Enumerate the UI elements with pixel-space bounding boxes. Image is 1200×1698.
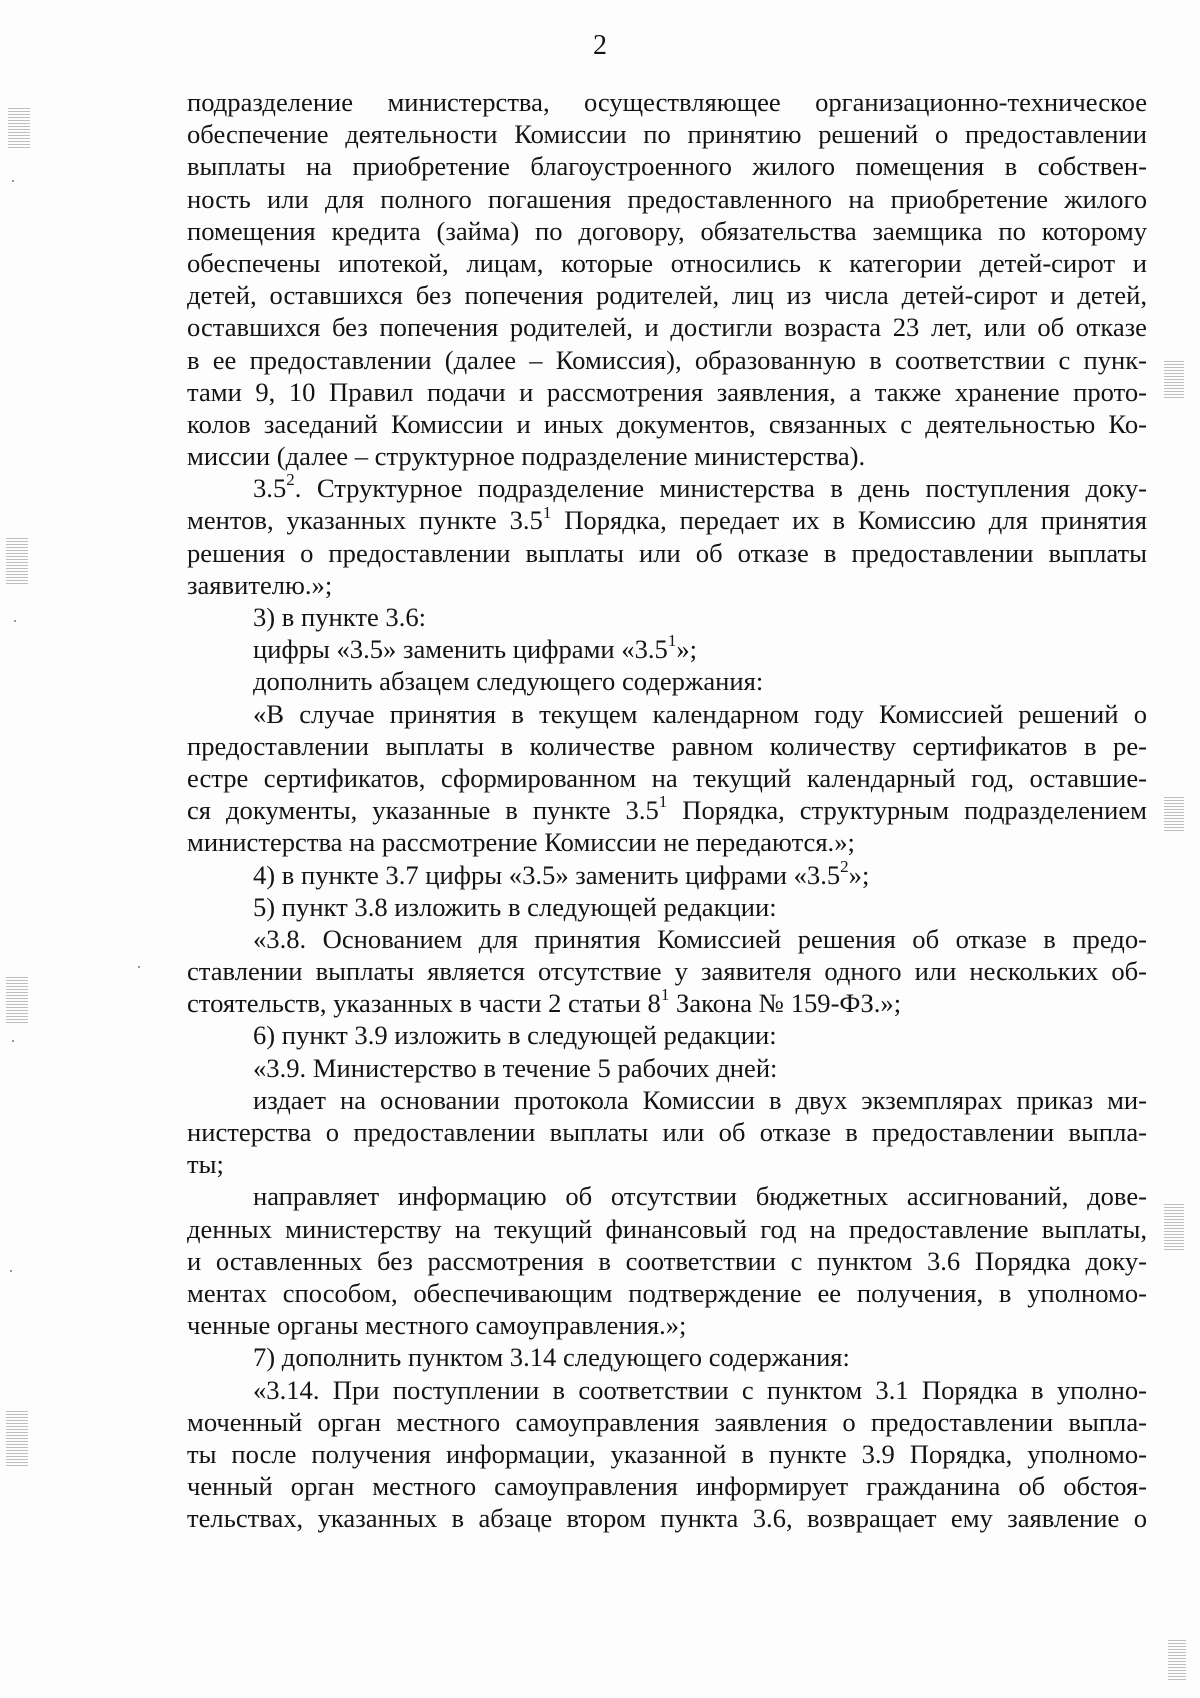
text-fragment: Закона № 159-ФЗ.»; bbox=[669, 988, 902, 1019]
text-line: оставшихся без попечения родителей, и достигли возраста 23 лет, или об отказе bbox=[187, 312, 1147, 343]
scan-artifact bbox=[1164, 1202, 1184, 1250]
text-line: 7) дополнить пунктом 3.14 следующего содержания: bbox=[253, 1342, 850, 1373]
text-fragment: Порядка, структурным подразделением bbox=[667, 795, 1147, 826]
text-line bbox=[187, 633, 1147, 665]
superscript: 1 bbox=[660, 985, 670, 1005]
document-body bbox=[187, 86, 1147, 1534]
text-line: министерства на рассмотрение Комиссии не передаются.»; bbox=[187, 827, 855, 858]
text-line: ченный орган местного самоуправления информирует гражданина об обстоя- bbox=[187, 1471, 1147, 1502]
scan-speck bbox=[10, 1270, 12, 1272]
scan-artifact bbox=[6, 975, 28, 1023]
scan-speck bbox=[138, 966, 140, 968]
text-line: издает на основании протокола Комиссии в двух экземплярах приказ ми- bbox=[253, 1084, 1147, 1115]
text-line: обеспечены ипотекой, лицам, которые относились к категории детей-сирот и bbox=[187, 247, 1147, 278]
scan-speck bbox=[14, 620, 16, 622]
text-line: в ее предоставлении (далее – Комиссия), образованную в соответствии с пунк- bbox=[187, 344, 1147, 375]
text-fragment: »; bbox=[676, 634, 698, 665]
page-number: 2 bbox=[593, 30, 607, 61]
text-line: направляет информацию об отсутствии бюджетных ассигнований, дове- bbox=[253, 1181, 1147, 1212]
scan-speck bbox=[12, 180, 14, 182]
text-line: денных министерству на текущий финансовый год на предоставление выплаты, bbox=[187, 1213, 1147, 1244]
superscript: 1 bbox=[658, 792, 668, 812]
text-line: моченный орган местного самоуправления заявления о предоставлении выпла- bbox=[187, 1406, 1147, 1437]
text-line: «В случае принятия в текущем календарном году Комиссией решений о bbox=[253, 698, 1147, 729]
text-fragment: цифры «3.5» заменить цифрами «3.5 bbox=[253, 634, 668, 665]
scan-artifact bbox=[6, 1410, 28, 1466]
superscript: 1 bbox=[667, 631, 677, 651]
text-fragment: ся документы, указанные в пункте 3.5 bbox=[187, 795, 659, 826]
text-line: ставлении выплаты является отсутствие у заявителя одного или нескольких об- bbox=[187, 956, 1147, 987]
text-line: 6) пункт 3.9 изложить в следующей редакции: bbox=[253, 1020, 777, 1051]
text-line: предоставлении выплаты в количестве равном количеству сертификатов в ре- bbox=[187, 730, 1147, 761]
text-fragment: Порядка, передает их в Комиссию для принятия bbox=[551, 505, 1147, 536]
text-line: колов заседаний Комиссии и иных документов, связанных с деятельностью Ко- bbox=[187, 408, 1147, 439]
scan-artifact bbox=[8, 108, 30, 148]
text-line bbox=[187, 794, 1147, 826]
text-line: ты после получения информации, указанной в пункте 3.9 Порядка, уполномо- bbox=[187, 1438, 1147, 1469]
superscript: 2 bbox=[286, 470, 295, 490]
text-line: и оставленных без рассмотрения в соответствии с пунктом 3.6 Порядка доку- bbox=[187, 1245, 1147, 1276]
scan-speck bbox=[12, 1040, 14, 1042]
text-line: выплаты на приобретение благоустроенного жилого помещения в собствен- bbox=[187, 151, 1147, 182]
superscript: 2 bbox=[840, 856, 849, 876]
text-line: ченные органы местного самоуправления.»; bbox=[187, 1310, 687, 1341]
text-line: ты; bbox=[187, 1149, 224, 1180]
text-line: дополнить абзацем следующего содержания: bbox=[253, 666, 764, 697]
text-line: тами 9, 10 Правил подачи и рассмотрения заявления, а также хранение прото- bbox=[187, 376, 1147, 407]
text-line: детей, оставшихся без попечения родителей, лиц из числа детей-сирот и детей, bbox=[187, 280, 1147, 311]
text-fragment: стоятельств, указанных в части 2 статьи 8 bbox=[187, 988, 661, 1019]
text-line: естре сертификатов, сформированном на текущий календарный год, оставшие- bbox=[187, 762, 1147, 793]
text-line: ментах способом, обеспечивающим подтверждение ее получения, в уполномо- bbox=[187, 1277, 1147, 1308]
text-line: нистерства о предоставлении выплаты или об отказе в предоставлении выпла- bbox=[187, 1117, 1147, 1147]
text-line: подразделение министерства, осуществляющее организационно-техническое bbox=[187, 87, 1147, 117]
superscript: 1 bbox=[542, 502, 552, 522]
text-fragment: 3.5 bbox=[253, 473, 287, 504]
text-line: тельствах, указанных в абзаце втором пункта 3.6, возвращает ему заявление о bbox=[187, 1503, 1147, 1534]
text-fragment: »; bbox=[848, 859, 870, 890]
scan-artifact bbox=[6, 538, 28, 584]
text-line: обеспечение деятельности Комиссии по принятию решений о предоставлении bbox=[187, 119, 1147, 150]
text-line: «3.9. Министерство в течение 5 рабочих дней: bbox=[253, 1052, 778, 1083]
text-line bbox=[187, 504, 1147, 536]
text-line: 5) пункт 3.8 изложить в следующей редакции: bbox=[253, 891, 777, 922]
text-line: ность или для полного погашения предоставленного на приобретение жилого bbox=[187, 183, 1147, 214]
text-line: «3.14. При поступлении в соответствии с пунктом 3.1 Порядка в уполно- bbox=[253, 1374, 1147, 1405]
text-line: 3) в пункте 3.6: bbox=[253, 602, 427, 632]
scan-artifact bbox=[1164, 360, 1184, 398]
text-line bbox=[187, 987, 1147, 1019]
text-fragment: . Структурное подразделение министерства в день поступления доку- bbox=[294, 473, 1147, 504]
text-line: помещения кредита (займа) по договору, обязательства заемщика по которому bbox=[187, 215, 1147, 246]
text-line: миссии (далее – структурное подразделение министерства). bbox=[187, 441, 866, 472]
text-line: заявителю.»; bbox=[187, 569, 333, 600]
scan-artifact bbox=[1168, 1640, 1186, 1680]
text-line bbox=[187, 856, 1147, 891]
text-fragment: 4) в пункте 3.7 цифры «3.5» заменить цифрами «3.5 bbox=[253, 859, 841, 890]
text-line bbox=[187, 472, 1147, 504]
scan-artifact bbox=[1164, 795, 1184, 831]
text-line: «3.8. Основанием для принятия Комиссией решения об отказе в предо- bbox=[253, 923, 1147, 954]
text-line: решения о предоставлении выплаты или об отказе в предоставлении выплаты bbox=[187, 537, 1147, 568]
text-fragment: ментов, указанных пункте 3.5 bbox=[187, 505, 543, 536]
